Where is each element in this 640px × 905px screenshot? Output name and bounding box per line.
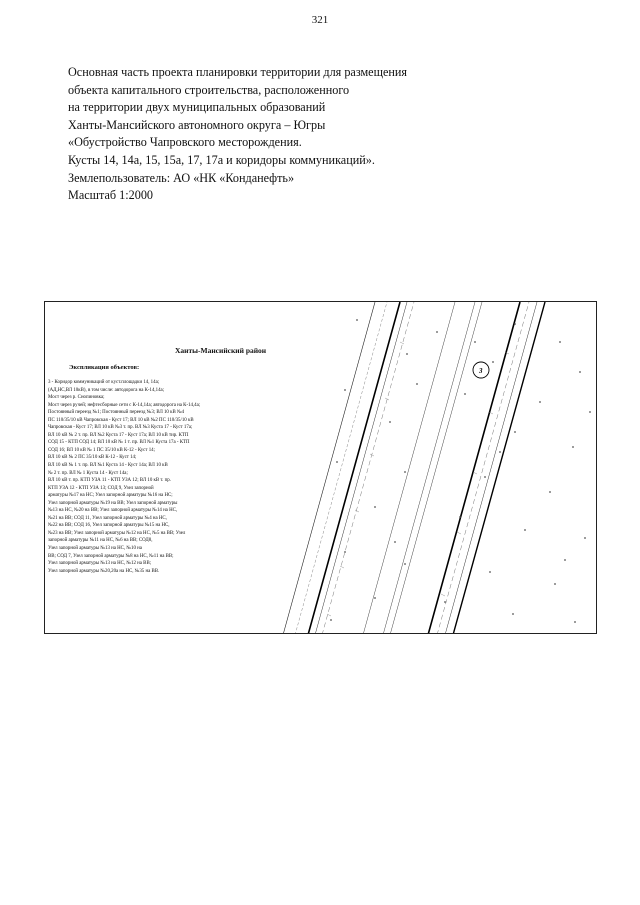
header-line: Кусты 14, 14а, 15, 15а, 17, 17а и коридоры коммуникаций».: [68, 152, 375, 167]
survey-points: [330, 319, 591, 623]
document-header: [68, 64, 588, 205]
legend-line: СОД 16; ВЛ 10 кВ № 1 ПС 35/10 кВ К-12 - Куст 14;: [48, 447, 155, 453]
legend-line: ВВ; СОД 7, Узел запорной арматуры №8 на НС, №11 на ВВ;: [48, 553, 174, 559]
corridor-line: [363, 302, 455, 634]
legend-line: ВЛ 10 кВ № 1 т. пр. ВЛ №1 Куста 14 - Куст 14а; ВЛ 10 кВ: [48, 463, 168, 469]
legend-line: Мост через р. Снопиновка;: [48, 395, 105, 401]
legend-line: Чапровская - Куст 17; ВЛ 10 кВ №3 т. пр. ВЛ №3 Куста 17 - Куст 17а;: [48, 425, 193, 431]
header-line: на территории двух муниципальных образований: [68, 100, 326, 115]
legend-line: Мост через ручей; нефтесборные сети с К-14,14а; автодорога на К-14,4а;: [48, 402, 201, 408]
planning-map: [44, 301, 597, 634]
legend-line: Узел запорной арматуры №19 на ВВ; Узел запорной арматуры: [48, 500, 178, 506]
tick-marks: [327, 342, 509, 616]
legend-line: ВЛ 10 кВ № 2 ПС 35/10 кВ К-12 - Куст 14;: [48, 455, 137, 461]
legend-line: Узел запорной арматуры №13 на НС, №10 на: [48, 546, 142, 552]
corridor-line-dashed: [437, 302, 529, 634]
legend-line: арматуры №17 на НС; Узел запорной арматуры №16 на НС;: [48, 493, 173, 499]
legend-line: 3 - Коридор коммуникаций от куст.площадки 14, 14а;: [48, 380, 160, 385]
region-title: Ханты-Мансийский район: [175, 346, 267, 355]
legend-line: Узел запорной арматуры №20,20а на НС, №35 на ВВ.: [48, 568, 160, 574]
header-line: Ханты-Мансийского автономного округа – Югры: [68, 117, 326, 132]
header-line: объекта капитального строительства, расположенного: [68, 82, 350, 97]
corridor-line-bold: [453, 302, 545, 634]
corridor-line-bold: [428, 302, 520, 634]
legend-line: №21 на ВВ; СОД 11, Узел запорной арматуры №4 на НС,: [48, 515, 167, 521]
legend-line: № 2 т. пр. ВЛ № 1 Куста 14 - Куст 14а;: [48, 470, 128, 476]
corridor-line: [445, 302, 537, 634]
legend-line: №22 на ВВ; СОД 16, Узел запорной арматуры №15 на НС,: [48, 523, 170, 529]
legend-body: [48, 379, 328, 575]
legend-line: Постоянный переезд №1; Постоянный переезд №3; ВЛ 10 кВ №4: [48, 410, 185, 416]
legend-line: Узел запорной арматуры №13 на НС, №12 на ВВ;: [48, 561, 152, 567]
header-line: Землепользователь: АО «НК «Конданефть»: [68, 170, 295, 185]
page-number: 321: [311, 14, 329, 26]
legend-line: ВЛ 10 кВ № 2 т. пр. ВЛ №2 Куста 17 - Куст 17а; ВЛ 10 кВ тир. КТП: [48, 432, 189, 438]
corridor-line-dashed: [322, 302, 414, 634]
header-line: Масштаб 1:2000: [68, 188, 154, 203]
corridor-line: [383, 302, 475, 634]
legend-title: Экспликация объектов:: [69, 364, 140, 371]
header-line: «Обустройство Чапровского месторождения.: [68, 135, 302, 150]
corridor-line: [390, 302, 482, 634]
legend-line: ВЛ 10 кВ т. пр. КТП УЗА 11 - КТП УЗА 12; ВЛ 10 кВ т. пр.: [48, 478, 171, 484]
legend-line: запорной арматуры №11 на НС, №6 на ВВ; СОД8,: [48, 538, 153, 544]
legend-line: СОД 15 - КТП СОД 14; ВЛ 10 кВ № 1 т. пр. ВЛ №1 Куста 17а - КТП: [48, 440, 190, 446]
object-marker-label: 3: [479, 367, 483, 375]
legend-line: (АД,НС,ВЛ 10кВ), в том числе: автодорога на К-14,14а;: [48, 387, 165, 393]
legend-line: ПС 110/35/10 кВ Чапровская - Куст 17; ВЛ 10 кВ №2 ПС 110/35/10 кВ: [48, 417, 194, 423]
header-line: Основная часть проекта планировки территории для размещения: [68, 65, 408, 79]
legend-line: КТП УЗА 12 - КТП УЗА 13; СОД 9, Узел запорной: [48, 485, 154, 491]
legend-line: №23 на ВВ; Узел запорной арматуры №12 на НС, №5 на ВВ; Узел: [48, 530, 186, 536]
legend-line: №13 на НС, №20 на ВВ; Узел запорной арматуры №14 на НС,: [48, 508, 178, 514]
